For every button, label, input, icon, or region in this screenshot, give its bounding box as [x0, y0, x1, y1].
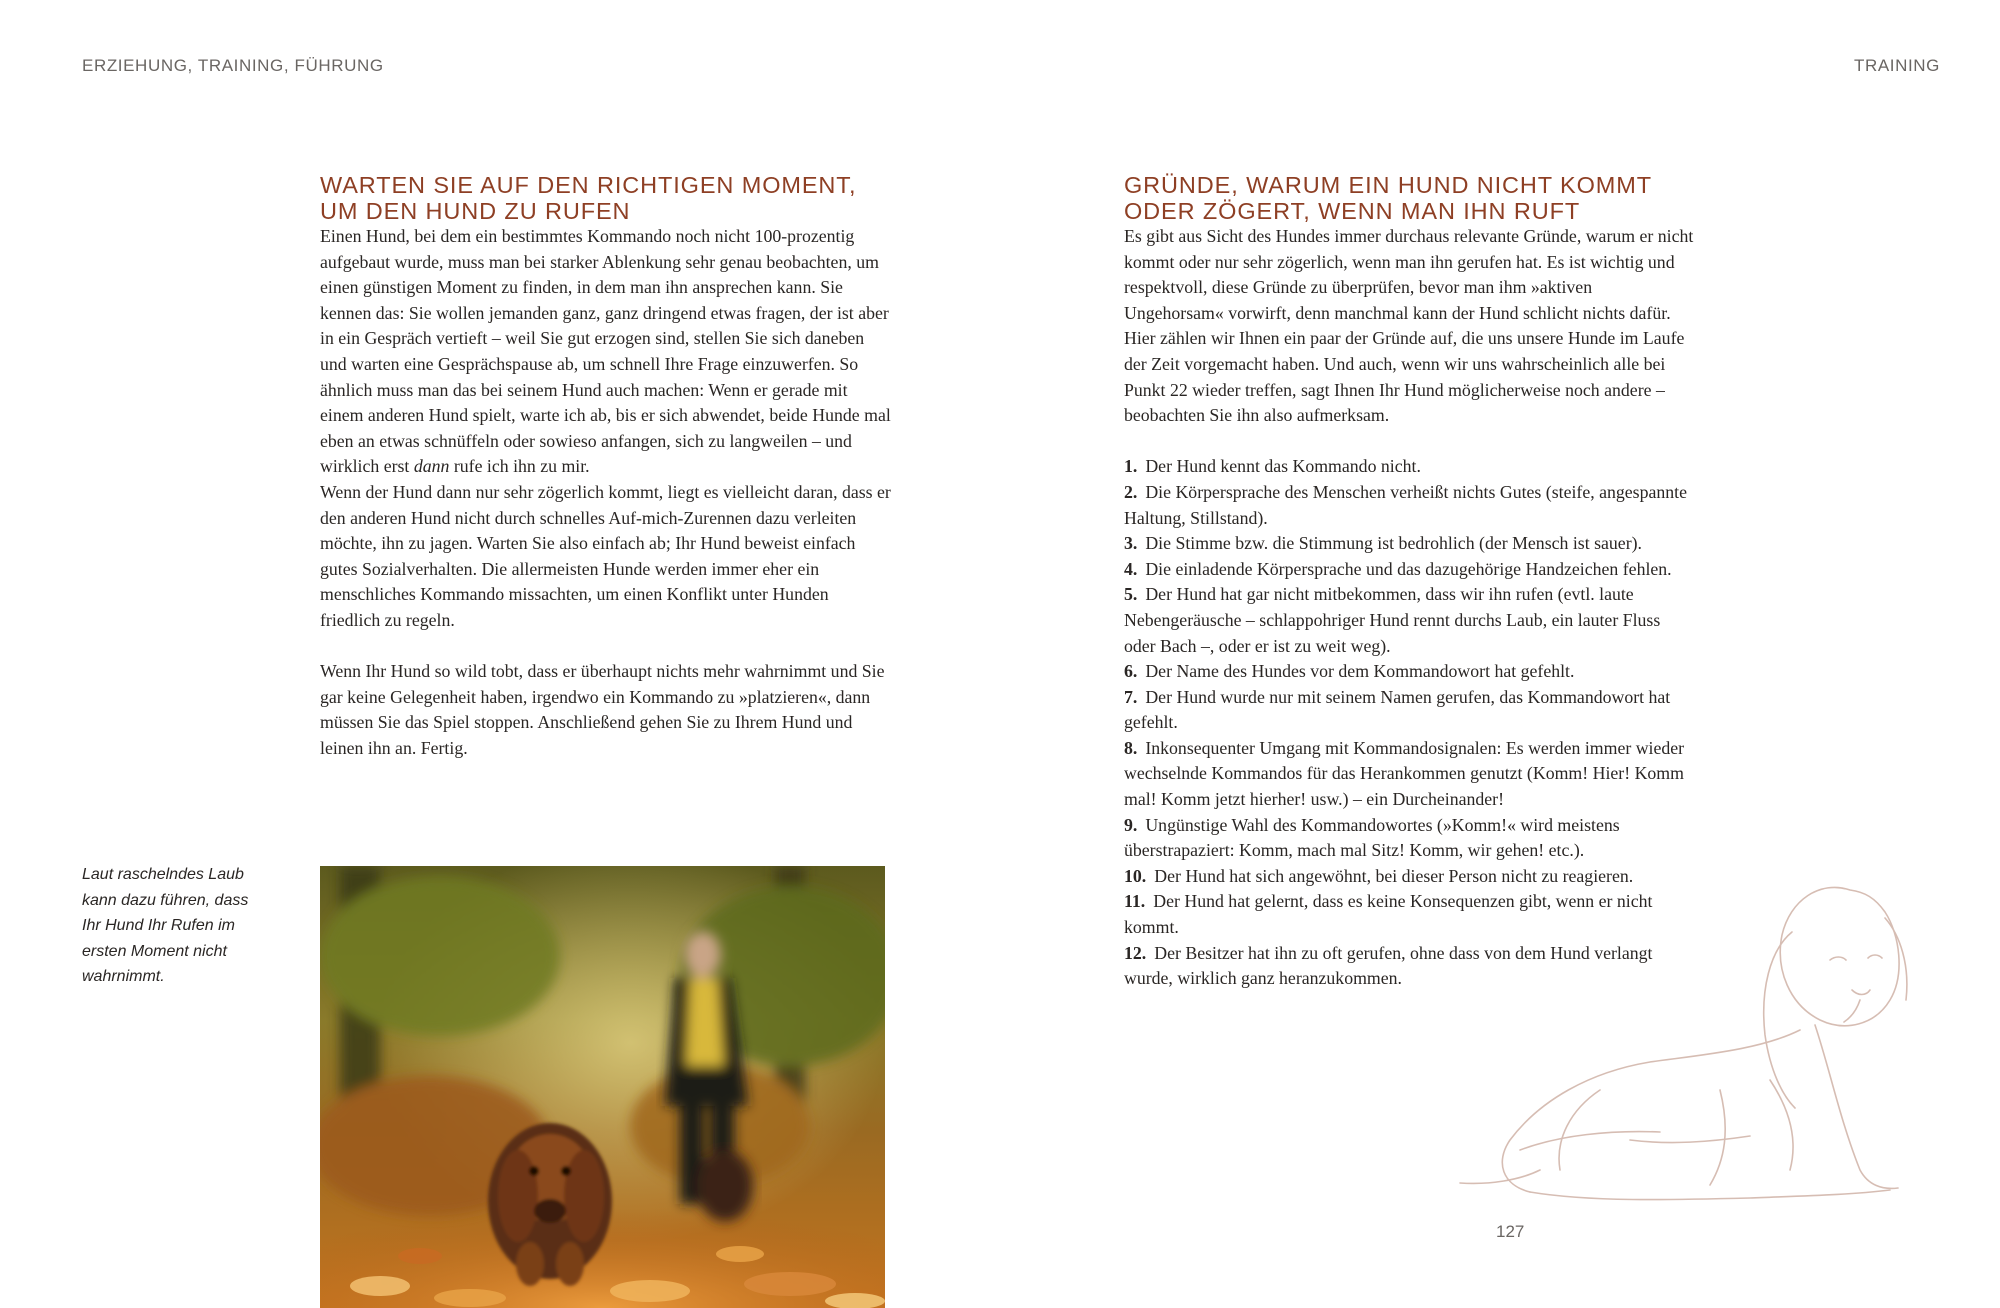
list-text: Die Körpersprache des Menschen verheißt nichts Gutes (steife, angespannte Haltung, Stillstand). — [1124, 481, 1687, 528]
paragraph: Wenn der Hund dann nur sehr zögerlich kommt, liegt es vielleicht daran, dass er den anderen Hund nicht durch schnelles Auf-mich-Zurennen dazu verleiten möchte, ihn zu jagen. Warten Sie also einfach ab; Ihr Hund beweist einfach gutes Sozialverhalten. Die allermeisten Hunde werden immer eher ein menschliches Kommando missachten, um einen Konflikt unter Hunden friedlich zu regeln. — [320, 481, 891, 630]
paragraph-text: Einen Hund, bei dem ein bestimmtes Kommando noch nicht 100-prozentig aufgebaut wurde, muss man bei starker Ablenkung sehr genau beobachten, um einen günstigen Moment zu finden, in dem man ihn ansprechen kann. Sie kennen das: Sie wollen jemanden ganz, ganz dringend etwas fragen, der ist aber in ein Gespräch vertieft – weil Sie gut erzogen sind, stellen Sie sich daneben und warten eine Gesprächspause ab, um schnell Ihre Frage einzuwerfen. So ähnlich muss man das bei seinem Hund auch machen: Wenn er gerade mit einem anderen Hund spielt, warte ich ab, bis er sich abwendet, beide Hunde mal eben an etwas schnüffeln oder sowieso anfangen, sich zu langweilen – und wirklich erst — [320, 226, 891, 477]
list-number: 4. — [1124, 558, 1138, 579]
right-heading — [1124, 172, 1696, 224]
list-number: 9. — [1124, 814, 1138, 835]
list-text: Der Hund hat sich angewöhnt, bei dieser Person nicht zu reagieren. — [1154, 865, 1634, 886]
photo-caption: Laut raschelndes Laub kann dazu führen, dass Ihr Hund Ihr Rufen im ersten Moment nicht wahrnimmt. — [82, 866, 249, 986]
list-number: 2. — [1124, 481, 1138, 502]
intro-paragraph: Es gibt aus Sicht des Hundes immer durchaus relevante Gründe, warum er nicht kommt oder nur sehr zögerlich, wenn man ihn gerufen hat. Es ist wichtig und respektvoll, diese Gründe zu überprüfen, bevor man ihm »aktiven Ungehorsam« vorwirft, denn manchmal kann der Hund schlicht nichts dafür. Hier zählen wir Ihnen ein paar der Gründe auf, die uns unsere Hunde im Laufe der Zeit vorgemacht haben. Und auch, wenn wir uns wahrscheinlich alle bei Punkt 22 wieder treffen, sagt Ihnen Ihr Hund möglicherweise noch andere – beobachten Sie ihn also aufmerksam. — [1124, 226, 1694, 426]
left-heading-line: UM DEN HUND ZU RUFEN — [320, 198, 631, 224]
list-text: Inkonsequenter Umgang mit Kommandosignalen: Es werden immer wieder wechselnde Kommandos für das Herankommen genutzt (Komm! Hier! Komm mal! Komm jetzt hierher! usw.) – ein Durcheinander! — [1124, 737, 1685, 810]
left-heading-line: WARTEN SIE AUF DEN RICHTIGEN MOMENT, — [320, 172, 857, 198]
list-text: Der Hund wurde nur mit seinem Namen gerufen, das Kommandowort hat gefehlt. — [1124, 686, 1671, 733]
list-number: 6. — [1124, 661, 1138, 682]
list-text: Der Name des Hundes vor dem Kommandowort hat gefehlt. — [1145, 661, 1575, 682]
paragraph-text: rufe ich ihn zu mir. — [449, 456, 590, 477]
list-item — [1124, 454, 1696, 480]
list-text: Der Hund hat gar nicht mitbekommen, dass wir ihn rufen (evtl. laute Nebengeräusche – schlappohriger Hund rennt durchs Laub, ein lauter Fluss oder Bach –, oder er ist zu weit weg). — [1124, 584, 1661, 656]
dachshund-sketch-illustration — [1420, 840, 1980, 1260]
right-body — [1124, 224, 1696, 429]
list-number: 1. — [1124, 456, 1138, 477]
list-text: Die Stimme bzw. die Stimmung ist bedrohlich (der Mensch ist sauer). — [1145, 533, 1642, 554]
paragraph — [320, 224, 892, 480]
list-text: Die einladende Körpersprache und das dazugehörige Handzeichen fehlen. — [1145, 558, 1672, 579]
list-item — [1124, 557, 1696, 583]
running-head-left: ERZIEHUNG, TRAINING, FÜHRUNG — [82, 56, 384, 75]
list-number: 3. — [1124, 533, 1138, 554]
list-number: 8. — [1124, 737, 1138, 758]
left-heading — [320, 172, 892, 224]
list-text: Der Besitzer hat ihn zu oft gerufen, ohne dass von dem Hund verlangt wurde, wirklich ganz heranzukommen. — [1124, 942, 1653, 989]
list-item — [1124, 531, 1696, 557]
list-item — [1124, 659, 1696, 685]
list-number: 10. — [1124, 865, 1147, 886]
list-text: Ungünstige Wahl des Kommandowortes (»Komm!« wird meistens überstrapaziert: Komm, mach mal Sitz! Komm, wir gehen! etc.). — [1124, 814, 1620, 861]
list-item — [1124, 480, 1696, 531]
list-number: 5. — [1124, 584, 1138, 605]
running-head-right: TRAINING — [1853, 56, 1940, 75]
page-number: 127 — [1496, 1222, 1525, 1241]
list-text: Der Hund hat gelernt, dass es keine Konsequenzen gibt, wenn er nicht kommt. — [1124, 891, 1653, 938]
left-column — [320, 172, 892, 761]
list-item — [1124, 582, 1696, 659]
list-item — [1124, 736, 1696, 813]
left-body — [320, 224, 892, 761]
paragraph: Wenn Ihr Hund so wild tobt, dass er überhaupt nichts mehr wahrnimmt und Sie gar keine Gelegenheit haben, irgendwo ein Kommando zu »platzieren«, dann müssen Sie das Spiel stoppen. Anschließend gehen Sie zu Ihrem Hund und leinen ihn an. Fertig. — [320, 661, 885, 758]
emphasis-text: dann — [413, 456, 450, 477]
list-text: Der Hund kennt das Kommando nicht. — [1145, 456, 1421, 477]
list-number: 12. — [1124, 942, 1147, 963]
list-item — [1124, 685, 1696, 736]
right-heading-line: GRÜNDE, WARUM EIN HUND NICHT KOMMT — [1124, 172, 1653, 198]
list-number: 11. — [1124, 891, 1146, 912]
dog-in-autumn-leaves-photo — [320, 866, 885, 1308]
right-heading-line: ODER ZÖGERT, WENN MAN IHN RUFT — [1124, 198, 1581, 224]
list-number: 7. — [1124, 686, 1138, 707]
